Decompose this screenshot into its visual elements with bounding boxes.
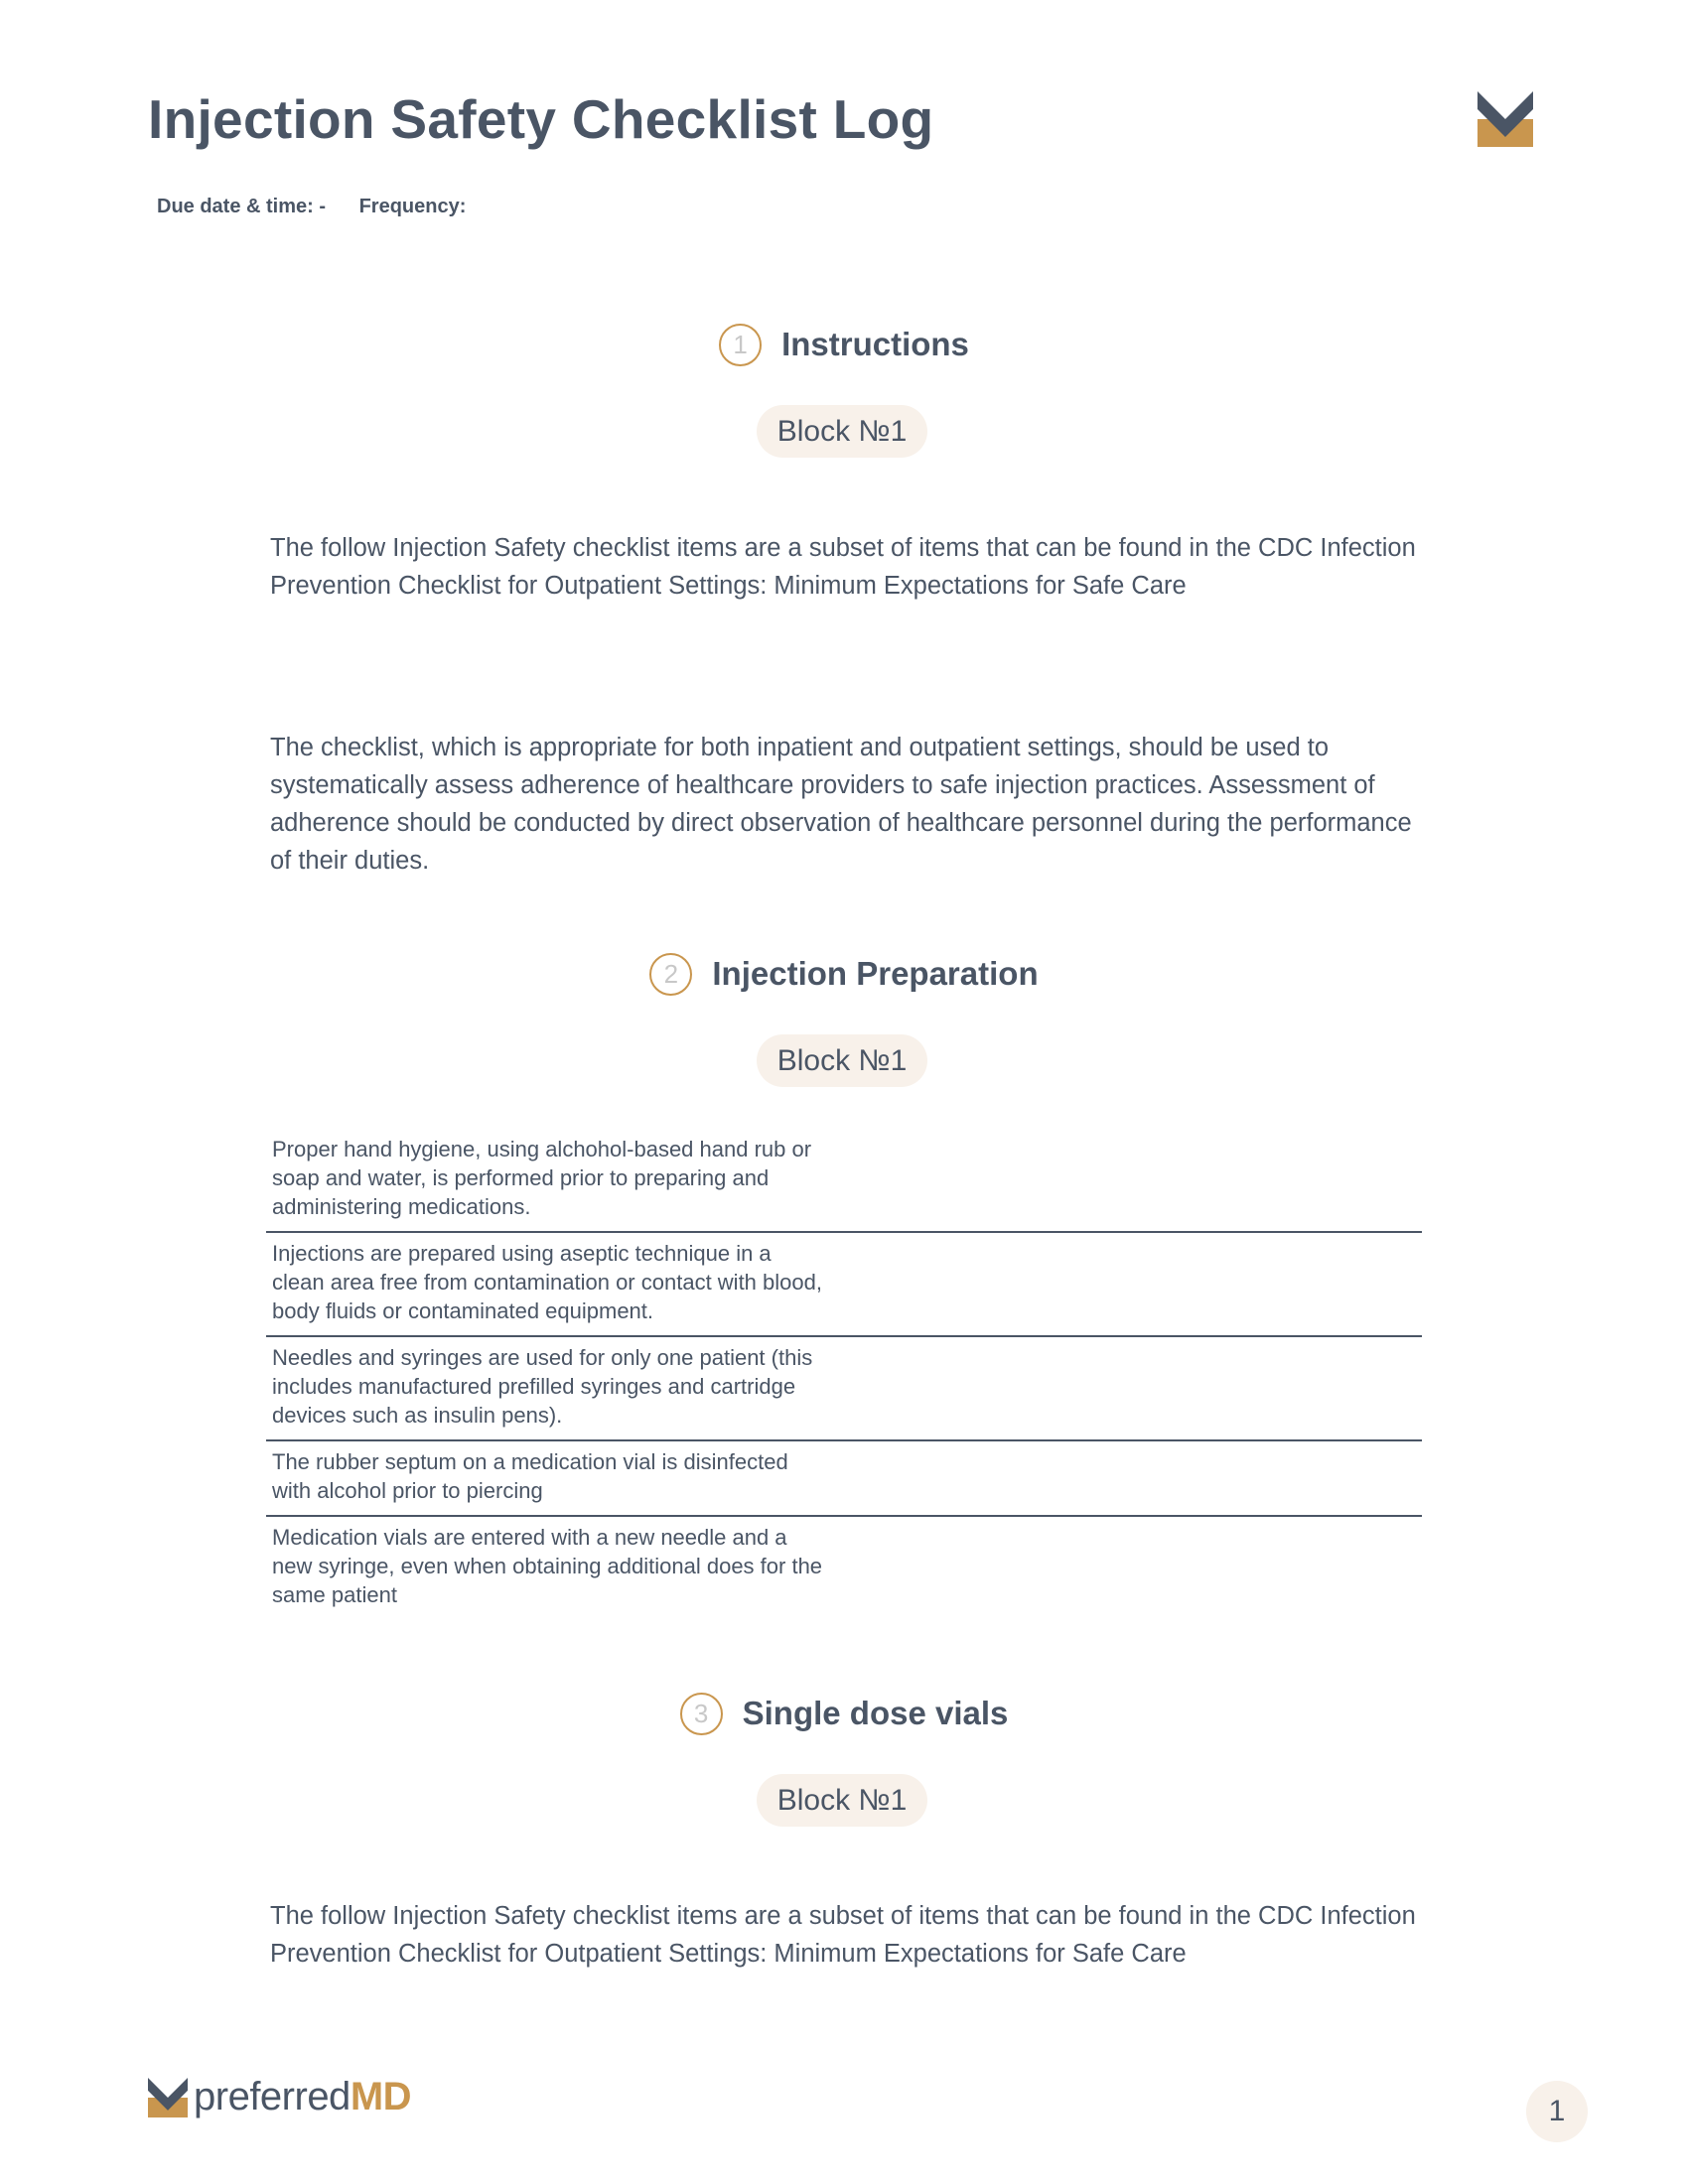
checkmark-logo-icon bbox=[1477, 91, 1533, 147]
due-date-label: Due date & time: - bbox=[157, 196, 327, 217]
checklist-item bbox=[266, 1439, 1422, 1515]
checklist-item-text: Proper hand hygiene, using alchohol-based hand rub or soap and water, is performed prior to preparing and administering medications. bbox=[272, 1137, 812, 1219]
checklist-item-text: Injections are prepared using aseptic technique in a clean area free from contamination or contact with blood, body fluids or contaminated equipment. bbox=[272, 1241, 822, 1323]
page-number: 1 bbox=[1526, 2081, 1588, 2142]
block-badge: Block №1 bbox=[757, 405, 927, 458]
section-injection-preparation-header bbox=[0, 944, 1688, 1004]
section-single-dose-vials-header bbox=[0, 1684, 1688, 1743]
instructions-paragraph: The checklist, which is appropriate for both inpatient and outpatient settings, should be used to systematically assess adherence of healthcare providers to safe injection practices. Assessment of adherence should be conducted by direct observation of healthcare personnel during the performance of their duties. bbox=[270, 734, 1412, 875]
section-number: 1 bbox=[719, 324, 762, 366]
checklist-item-text: Medication vials are entered with a new needle and a new syringe, even when obtaining additional does for the same patient bbox=[272, 1525, 823, 1607]
page-title: Injection Safety Checklist Log bbox=[148, 88, 934, 150]
checklist-item bbox=[266, 1129, 1422, 1231]
block-badge: Block №1 bbox=[757, 1774, 927, 1827]
section-number: 2 bbox=[649, 953, 692, 996]
checklist-item bbox=[266, 1335, 1422, 1439]
brand-name-suffix: MD bbox=[350, 2075, 412, 2118]
checklist-item-text: The rubber septum on a medication vial is disinfected with alcohol prior to piercing bbox=[272, 1449, 788, 1503]
checklist-item bbox=[266, 1515, 1422, 1619]
section-instructions-header bbox=[0, 315, 1688, 374]
checklist-item-text: Needles and syringes are used for only one patient (this includes manufactured prefilled syringes and cartridge devices such as insulin pens). bbox=[272, 1345, 813, 1428]
meta-row bbox=[157, 196, 466, 218]
injection-checklist bbox=[266, 1129, 1422, 1619]
block-badge: Block №1 bbox=[757, 1034, 927, 1087]
section-title: Injection Preparation bbox=[712, 955, 1039, 992]
instructions-paragraph: The follow Injection Safety checklist items are a subset of items that can be found in the CDC Infection Prevention Checklist for Outpatient Settings: Minimum Expectations for Safe Care bbox=[270, 534, 1416, 600]
section-number: 3 bbox=[680, 1693, 723, 1735]
checklist-item bbox=[266, 1231, 1422, 1335]
single-dose-paragraph: The follow Injection Safety checklist items are a subset of items that can be found in the CDC Infection Prevention Checklist for Outpatient Settings: Minimum Expectations for Safe Care bbox=[270, 1902, 1416, 1968]
brand-logo bbox=[148, 2075, 411, 2119]
brand-name-prefix: preferred bbox=[194, 2075, 351, 2118]
section-title: Instructions bbox=[781, 326, 969, 362]
checkmark-logo-icon bbox=[148, 2078, 188, 2117]
frequency-label: Frequency: bbox=[358, 196, 467, 217]
section-title: Single dose vials bbox=[742, 1695, 1009, 1731]
